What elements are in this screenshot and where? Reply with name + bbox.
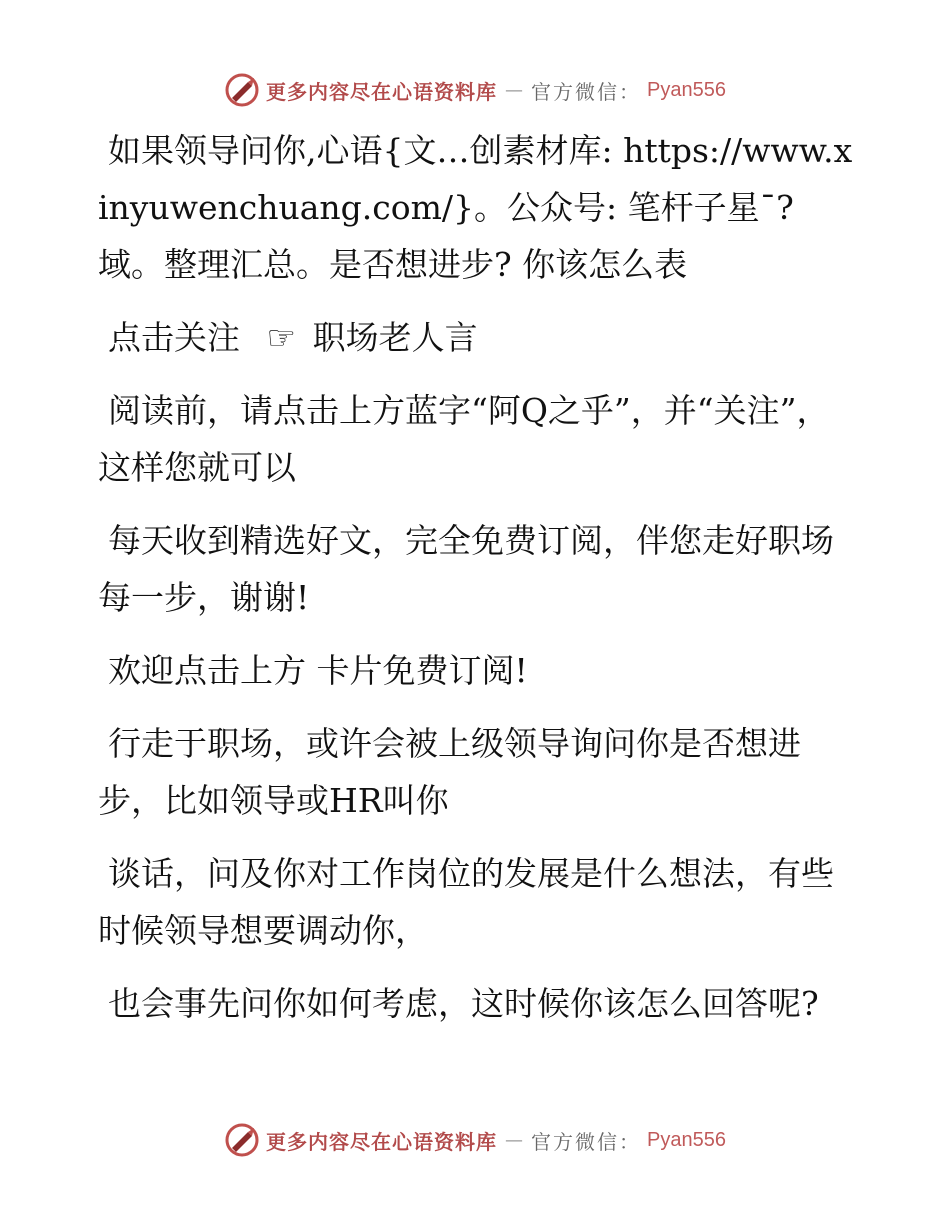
paragraph-4: 每天收到精选好文，完全免费订阅，伴您走好职场每一步，谢谢! (98, 521, 834, 617)
paragraph-8: 也会事先问你如何考虑，这时候你该怎么回答呢? (108, 984, 819, 1023)
header-banner (0, 70, 950, 110)
paragraph-6: 行走于职场，或许会被上级领导询问你是否想进步，比如领导或HR叫你 (98, 724, 801, 820)
account-name-text: 职场老人言 (312, 318, 478, 357)
banner-wechat-id: Pyan556 (647, 78, 726, 101)
article-body (98, 122, 858, 1048)
pen-logo-icon (224, 72, 260, 108)
banner-separator: — (505, 1129, 524, 1151)
banner-separator: — (505, 79, 524, 101)
pointing-hand-icon: ☞ (266, 318, 297, 357)
banner-brand-text: 更多内容尽在心语资料库 (266, 1129, 498, 1154)
paragraph-7: 谈话，问及你对工作岗位的发展是什么想法，有些时候领导想要调动你， (98, 854, 834, 950)
paragraph-5: 欢迎点击上方 卡片免费订阅! (108, 651, 528, 690)
pen-logo-icon (224, 1122, 260, 1158)
banner-brand-text: 更多内容尽在心语资料库 (266, 79, 498, 104)
footer-banner (0, 1120, 950, 1160)
paragraph-2 (98, 309, 858, 366)
banner-wechat-label: 官方微信： (531, 1129, 642, 1154)
banner-wechat-id: Pyan556 (647, 1128, 726, 1151)
paragraph-1: 如果领导问你,心语{文…创素材库: https://www.xinyuwenchuang.com/}。公众号: 笔杆子星¯?域。整理汇总。是否想进步? 你该怎么表 (98, 131, 853, 284)
banner-wechat-label: 官方微信： (531, 79, 642, 104)
follow-prompt-text: 点击关注 (108, 318, 240, 357)
paragraph-3: 阅读前，请点击上方蓝字“阿Q之乎”，并“关注”，这样您就可以 (98, 391, 830, 487)
